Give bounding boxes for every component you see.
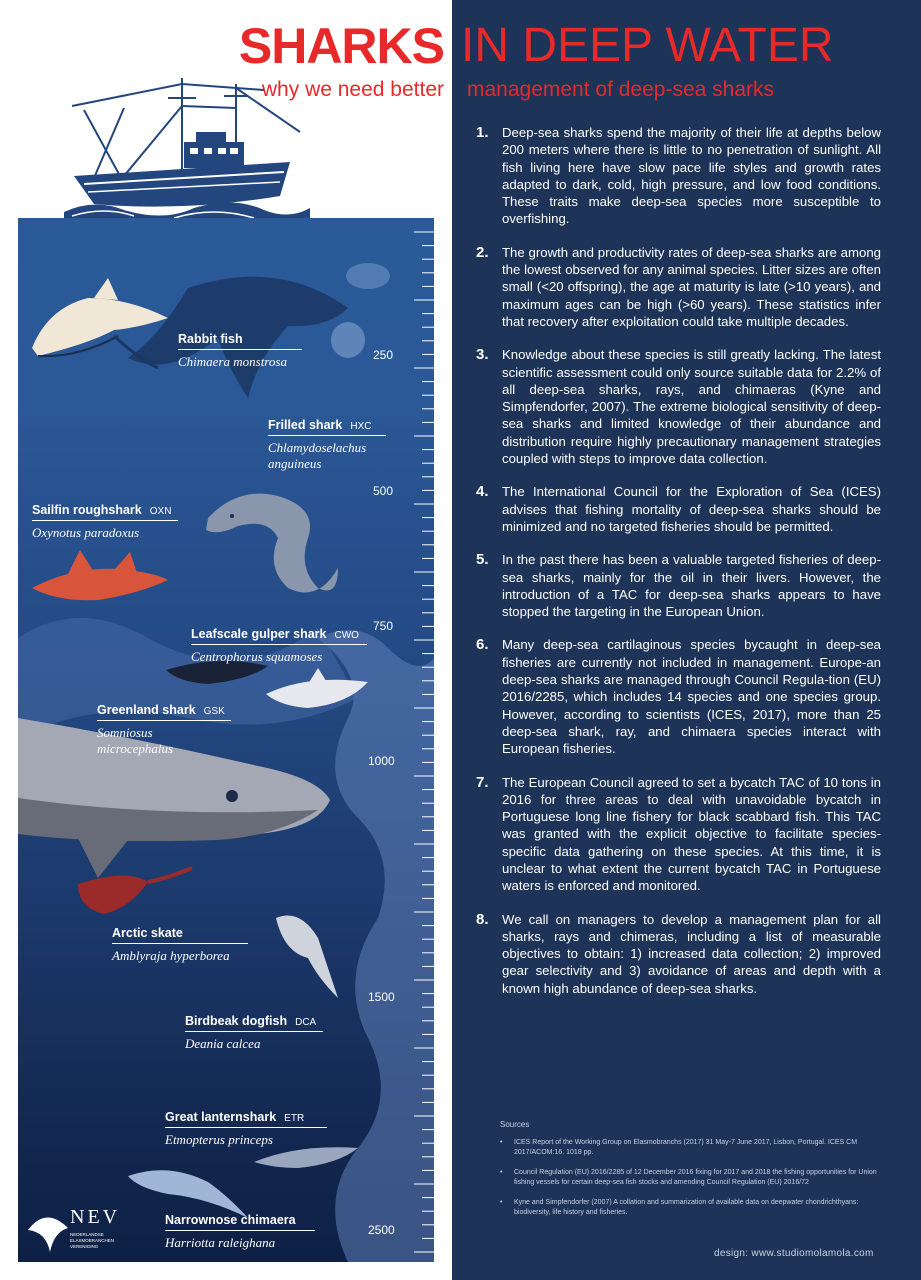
sources-heading: Sources <box>500 1120 530 1129</box>
source-item: • ICES Report of the Working Group on Elasmobranchs (2017) 31 May-7 June 2017, Lisbon, Portugal. ICES CM 2017/ACOM:16. 1018 pp. <box>500 1138 880 1158</box>
design-credit: design: www.studiomolamola.com <box>714 1248 874 1259</box>
source-item: • Kyne and Simpfendorfer (2007) A collation and summarization of available data on deepwater chondrichthyans: biodiversity, life history and fisheries. <box>500 1198 880 1218</box>
species-rabbit-fish <box>178 332 302 370</box>
point-2: 2. The growth and productivity rates of deep-sea sharks are among the lowest observed for any animal species. Litter sizes are often small (<20 offspring), the age at maturity is late (>10 years), and maximum ages can be high (>60 years). These statistics infer that recovery after exploitation could take multiple decades. <box>476 243 881 329</box>
logo-subtitle: NEDERLANDSE ELASMOBRANCHEN VERENIGING <box>70 1232 115 1249</box>
species-arctic-skate <box>112 926 248 964</box>
subtitle-left: why we need better <box>261 78 444 101</box>
species-latin: Etmopterus princeps <box>165 1132 273 1147</box>
depth-label-1000: 1000 <box>368 754 395 768</box>
great-lanternshark-illustration <box>254 1147 358 1168</box>
title-bold: SHARKS <box>238 18 444 74</box>
species-narrownose-chimaera <box>165 1213 315 1251</box>
fishing-boat-illustration <box>64 76 310 226</box>
depth-label-250: 250 <box>373 348 394 362</box>
species-greenland-shark <box>97 703 231 757</box>
species-name: Birdbeak dogfish DCA <box>185 1014 323 1032</box>
numbered-points <box>476 124 881 1013</box>
species-name: Narrownose chimaera <box>165 1213 315 1231</box>
species-name: Greenland shark GSK <box>97 703 231 721</box>
depth-label-500: 500 <box>373 484 394 498</box>
species-great-lanternshark <box>165 1110 327 1148</box>
species-frilled-shark <box>268 418 386 472</box>
species-sailfin-roughshark <box>32 503 178 541</box>
species-latin: Oxynotus paradoxus <box>32 525 140 540</box>
species-latin: Deania calcea <box>185 1036 261 1051</box>
species-latin: Amblyraja hyperborea <box>112 948 230 963</box>
source-item: • Council Regulation (EU) 2016/2285 of 12 December 2016 fixing for 2017 and 2018 the fishing opportunities for Union fishing vessels for certain deep-sea fish stocks and amending Council Regulation (EU) 2016/72 <box>500 1168 880 1188</box>
species-birdbeak-dogfish <box>185 1014 323 1052</box>
sailfin-roughshark-illustration <box>32 550 168 600</box>
point-4: 4. The International Council for the Exploration of Sea (ICES) advises that fishing mortality of deep-sea sharks should be minimized and no targeted fisheries should be permitted. <box>476 483 881 534</box>
ray-logo-icon <box>26 1202 70 1258</box>
species-latin: Centrophorus squamoses <box>191 649 323 664</box>
species-name: Leafscale gulper shark CWO <box>191 627 367 645</box>
narrownose-chimaera-illustration <box>128 1170 248 1218</box>
species-latin: Somniosus microcephalus <box>97 725 174 756</box>
title-rest: IN DEEP WATER <box>461 19 834 72</box>
species-latin: Chlamydoselachus anguineus <box>268 440 367 471</box>
frilled-shark-illustration <box>206 494 338 593</box>
depth-label-2500: 2500 <box>368 1223 395 1237</box>
sources-list <box>500 1138 880 1218</box>
species-name: Great lanternshark ETR <box>165 1110 327 1128</box>
point-5: 5. In the past there has been a valuable targeted fisheries of deep-sea sharks, mainly for the oil in their livers. However, the introduction of a TAC for deep-sea sharks appears to have stopped the targeting in the European Union. <box>476 551 881 620</box>
subtitle-right: management of deep-sea sharks <box>467 78 775 101</box>
point-8: 8. We call on managers to develop a management plan for all sharks, rays and chimeras, including a list of measurable objectives to obtain: 1) increased data collection; 2) improved gear selectivity and 3) avoidance of areas and depth with a known high abundance of deep-sea sharks. <box>476 910 881 996</box>
species-name: Frilled shark HXC <box>268 418 386 436</box>
species-leafscale-gulper-shark <box>191 627 367 665</box>
birdbeak-dogfish-illustration <box>276 916 338 999</box>
sources <box>500 1120 880 1228</box>
species-name: Arctic skate <box>112 926 248 944</box>
depth-label-1500: 1500 <box>368 990 395 1004</box>
point-6: 6. Many deep-sea cartilaginous species bycaught in deep-sea fisheries are currently not included in management. Europe-an deep-sea sharks are managed through Council Regula-tion (EU) 2016/2285, which includes 14 species and one species group. However, according to scientists (ICES, 2017), more than 25 deep-sea shark, ray, and chimaera species interact with European fisheries. <box>476 636 881 757</box>
species-latin: Harriotta raleighana <box>165 1235 276 1250</box>
species-latin: Chimaera monstrosa <box>178 354 287 369</box>
point-7: 7. The European Council agreed to set a bycatch TAC of 10 tons in 2016 for three areas to deal with unavoidable bycatch in Portuguese long line fishery for black scabbard fish. This TAC was granted with the explicit objective to facilitate species-specific data gathering on these species. At this time, it is unclear to what extent the current bycatch TAC in Portuguese waters is enforced and monitored. <box>476 773 881 894</box>
arctic-skate-illustration <box>78 868 192 914</box>
species-name: Sailfin roughshark OXN <box>32 503 178 521</box>
page-title <box>0 18 921 78</box>
nev-logo <box>26 1202 136 1262</box>
species-name: Rabbit fish <box>178 332 302 350</box>
point-3: 3. Knowledge about these species is still greatly lacking. The latest scientific assessment could only source suitable data for 2.2% of all deep-sea sharks, rays, and chimaeras (Kyne and Simpfendorfer, 2007). The extreme biological sensitivity of deep-sea sharks and limited knowledge of their abundance and distribution require highly precautionary management strategies coupled with steps to improve data collection. <box>476 346 881 467</box>
depth-label-750: 750 <box>373 619 394 633</box>
logo-text: NEV <box>70 1206 121 1228</box>
point-1: 1. Deep-sea sharks spend the majority of their life at depths below 200 meters where there is little to no penetration of sunlight. All fish living here have slow pace life styles and growth rates adapted to dark, cold, high pressure, and low food conditions. These traits make deep-sea species more susceptible to overfishing. <box>476 124 881 227</box>
